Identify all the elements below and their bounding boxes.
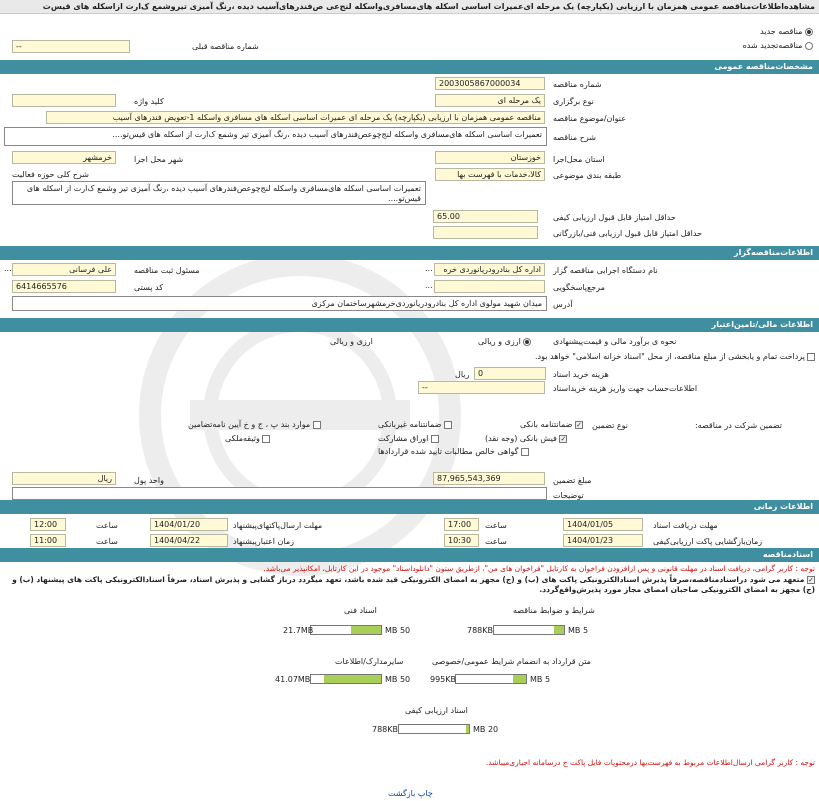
open-hour-label: ساعت <box>485 537 507 546</box>
responsible-field[interactable]: علی فرسانی <box>12 263 116 276</box>
category-label: طبقه بندی موضوعی <box>553 171 622 180</box>
doc-cost-label: هزینه خرید اسناد <box>553 370 609 379</box>
min-technical-field[interactable] <box>433 226 538 239</box>
guarantee-items-checkbox[interactable] <box>313 421 321 429</box>
file-size: 788KB <box>467 626 494 635</box>
guarantee-type-label: نوع تضمین <box>592 421 628 430</box>
zipcode-field[interactable]: 6414665576 <box>12 280 116 293</box>
type-label: نوع برگزاری <box>553 97 594 106</box>
file-size: 41.07MB <box>275 675 311 684</box>
renewed-tender-option[interactable] <box>743 41 813 51</box>
min-quality-field[interactable]: 65.00 <box>433 210 538 223</box>
currency-field[interactable]: ریال <box>12 472 116 485</box>
tender-no-label: شماره مناقصه <box>553 80 602 89</box>
guarantee-claims-option[interactable] <box>378 447 529 457</box>
guarantee-participation-label: تضمین شرکت در مناقصه: <box>695 421 783 430</box>
file-max: 50 MB <box>385 675 411 684</box>
guarantee-nonbank-checkbox[interactable] <box>444 421 452 429</box>
docs-note-1: توجه : کاربر گرامی، دریافت اسناد در مهلت قانونی و پس ازافزودن فراخوان به کارتابل "فراخوان های من"، ازطریق ستون "دانلوداسناد" موجود در این کارتابل، امکانپذیر می‌باشد. <box>263 564 815 573</box>
new-tender-option[interactable] <box>760 27 813 37</box>
description-label: شرح مناقصه <box>553 133 597 142</box>
file-max: 5 MB <box>568 626 589 635</box>
type-field[interactable]: یک مرحله ای <box>435 94 545 107</box>
guarantee-property-option[interactable] <box>225 434 270 444</box>
docs-commitment[interactable] <box>4 575 815 595</box>
page-title: مشاهده‌اطلاعات‌مناقصه عمومی همزمان با ارزیابی (یکپارچه) یک مرحله ای‌عمیرات اساسی اسکله های‌مسافری‌واسکله ‌لنج‌عی ص‌فندرهای‌آسیب دیده ،رنگ آمیزی تیروشمع ک‌ارت ازاسکله های قیس‌ت <box>42 2 815 11</box>
validity-time-label: ساعت <box>96 537 118 546</box>
file-name: سایرمدارک/اطلاعات <box>335 657 404 666</box>
address-label: آدرس <box>553 300 573 309</box>
guarantee-check-checkbox[interactable] <box>559 435 567 443</box>
docs-note-3: توجه : کاربر گرامی ارسال‌اطلاعات مربوط به فهرست‌بها درمحتویات فایل پاکت ج درسامانه اجباری‌میباشد. <box>485 758 815 767</box>
receive-time-field[interactable]: 17:00 <box>444 518 479 531</box>
zipcode-label: کد پستی <box>134 283 163 292</box>
province-label: استان محل‌اجرا <box>553 155 605 164</box>
treasury-label: پرداخت تمام و یابخشی از مبلغ مناقصه، از محل "اسناد خزانه اسلامی" خواهد بود. <box>535 352 805 361</box>
file-max: 20 MB <box>473 725 499 734</box>
estimate-rial-option[interactable] <box>478 337 531 347</box>
receive-deadline-label: مهلت دریافت اسناد <box>653 521 718 530</box>
file-size: 788KB <box>372 725 399 734</box>
guarantee-nonbank-option[interactable] <box>378 420 452 430</box>
file-progress-fill <box>466 725 469 733</box>
title-bar <box>0 0 819 14</box>
file-progress-fill <box>351 626 381 634</box>
province-field[interactable]: خوزستان <box>435 151 545 164</box>
file-progress-bar <box>493 625 565 635</box>
keyword-label: کلید واژه <box>134 97 164 106</box>
file-progress-bar <box>310 674 382 684</box>
file-progress-fill <box>513 675 526 683</box>
file-progress-bar <box>455 674 527 684</box>
file-progress-fill <box>554 626 565 634</box>
commitment-text: متعهد می شود دراسنادمناقصه،صرفاً پذیرش اسنادالکترونیکی پاکت های (ب) و (ج) مجهز به امضای الکترونیکی قید شده باشد، تعهد میگردد درباز گشایی و پذیرش اسناد، صرفاً اسنادالکترونیکی پاکت های پیشنهاد (ب) و (ج) مجهز به امضای الکترونیکی صاحبان امضای مجاز مورد پذیرش‌واقع‌گردد. <box>12 575 815 594</box>
file-progress-fill <box>324 675 381 683</box>
city-field[interactable]: خرمشهر <box>12 151 116 164</box>
category-field[interactable]: کالا،خدمات با فهرست بها <box>435 168 545 181</box>
guarantee-property-checkbox[interactable] <box>262 435 270 443</box>
doc-cost-field[interactable]: 0 <box>474 367 546 380</box>
receive-time-label: ساعت <box>485 521 507 530</box>
guarantee-check-label: فیش بانکی (وجه نقد) <box>485 434 557 443</box>
send-deadline-label: مهلت ارسال‌پاکتهای‌پیشنهاد <box>233 521 323 530</box>
guarantee-claims-checkbox[interactable] <box>521 448 529 456</box>
tender-no-field[interactable]: 2003005867000034 <box>435 77 545 90</box>
guarantee-bank-option[interactable] <box>520 420 583 430</box>
open-time-label: زمان‌بازگشایی پاکت ارزیابی‌کیفی <box>653 537 763 546</box>
notes-box <box>12 487 547 500</box>
file-name: متن قرارداد به انضمام شرایط عمومی/خصوصی <box>432 657 591 666</box>
times-section-header: اطلاعات زمانی <box>0 500 819 514</box>
renewed-tender-label: مناقصه‌تجدید شده <box>742 41 803 50</box>
validity-label: زمان اعتبارپیشنهاد <box>233 537 295 546</box>
guarantee-bank-label: ضمانتنامه بانکی <box>520 420 573 429</box>
file-name: اسناد فنی <box>344 606 377 615</box>
org-more-button[interactable]: ... <box>425 264 433 273</box>
guarantee-bonds-option[interactable] <box>378 434 439 444</box>
file-max: 5 MB <box>530 675 551 684</box>
org-label: نام دستگاه اجرایی مناقصه گزار <box>553 266 658 275</box>
file-progress-bar <box>398 724 470 734</box>
estimate-rial-radio[interactable] <box>523 338 531 346</box>
prev-no-label: شماره مناقصه قبلی <box>192 42 259 51</box>
docs-section-header: اسنادمناقصه <box>0 548 819 562</box>
file-name: اسناد ارزیابی کیفی <box>405 706 468 715</box>
general-section-header: مشخصات‌مناقصه عمومی <box>0 60 819 74</box>
reference-field[interactable] <box>434 280 545 293</box>
prev-no-field[interactable]: -- <box>12 40 130 53</box>
open-date-field[interactable]: 1404/01/23 <box>563 534 643 547</box>
keyword-field[interactable] <box>12 94 116 107</box>
title-field[interactable]: مناقصه عمومی همزمان با ارزیابی (یکپارچه) یک مرحله ای عمیرات اساسی اسکله های مسافری واسکله 1-تعویض فندرهای آسیب <box>46 111 545 124</box>
reference-label: مرجع‌پاسخگویی <box>553 283 605 292</box>
min-quality-label: حداقل امتیاز قابل قبول ارزیابی کیفی <box>553 213 676 222</box>
send-time-field[interactable]: 12:00 <box>30 518 66 531</box>
min-technical-label: حداقل امتیاز قابل قبول ارزیابی فنی/بازرگانی <box>553 229 702 238</box>
estimate-rial-label: ارزی و ریالی <box>478 337 521 346</box>
receive-deadline-field[interactable]: 1404/01/05 <box>563 518 643 531</box>
account-field[interactable]: -- <box>418 381 545 394</box>
estimate-label: نحوه ی برآورد مالی و قیمت‌پیشنهادی <box>553 337 677 346</box>
guarantee-bank-checkbox[interactable] <box>575 421 583 429</box>
print-back-link[interactable]: چاپ بازگشت <box>388 789 433 798</box>
reference-more-button[interactable]: ... <box>425 281 433 290</box>
validity-field[interactable]: 1404/04/22 <box>150 534 228 547</box>
renewed-tender-radio[interactable] <box>805 42 813 50</box>
org-field[interactable]: اداره کل بنادرودریانوردی خره <box>434 263 545 276</box>
validity-time-field[interactable]: 11:00 <box>30 534 66 547</box>
new-tender-radio[interactable] <box>805 28 813 36</box>
guarantee-amount-label: مبلغ تضمین <box>553 476 592 485</box>
new-tender-label: مناقصه جدید <box>760 27 803 36</box>
guarantee-claims-label: گواهی خالص مطالبات تایید شده قراردادها <box>378 447 519 456</box>
responsible-more-button[interactable]: ... <box>4 264 12 273</box>
file-size: 995KB <box>430 675 457 684</box>
treasury-option[interactable] <box>535 352 815 362</box>
file-size: 21.7MB <box>283 626 314 635</box>
guarantee-items-label: موارد بند پ ، ج و خ آیین نامه‌تضامین <box>188 420 311 429</box>
title-label: عنوان/موضوع مناقصه <box>553 114 626 123</box>
holder-section-header: اطلاعات‌مناقصه‌گزار <box>0 246 819 260</box>
doc-cost-unit: ریال <box>455 370 470 379</box>
guarantee-nonbank-label: ضمانتنامه غیربانکی <box>378 420 442 429</box>
description-box: تعمیرات اساسی اسکله های‌مسافری واسکله لنج‌چوعص‌فندرهای آسیب دیده ،رنگ آمیزی تیر وشمع ک‌ارت از اسکله های قیس‌تو.... <box>4 127 547 146</box>
account-label: اطلاعات‌حساب جهت واریز هزینه خریداسناد <box>553 384 698 393</box>
send-time-label: ساعت <box>96 521 118 530</box>
guarantee-amount-field[interactable]: 87,965,543,369 <box>433 472 545 485</box>
file-max: 50 MB <box>385 626 411 635</box>
notes-label: توضیحات <box>553 491 584 500</box>
guarantee-property-label: وثیقه‌ملکی <box>225 434 260 443</box>
open-hour-field[interactable]: 10:30 <box>444 534 479 547</box>
treasury-checkbox[interactable] <box>807 353 815 361</box>
scope-label: شرح کلی حوزه فعالیت <box>12 170 89 179</box>
city-label: شهر محل اجرا <box>134 155 184 164</box>
guarantee-items-option[interactable] <box>188 420 321 430</box>
guarantee-bonds-checkbox[interactable] <box>431 435 439 443</box>
guarantee-bonds-label: اوراق مشارکت <box>378 434 429 443</box>
scope-box: تعمیرات اساسی اسکله های‌مسافری واسکله لنج‌چوعص‌فندرهای آسیب دیده ،رنگ آمیزی تیر وشمع ک‌ارت از اسکله های قیس‌تو.... <box>12 181 426 205</box>
file-progress-bar <box>310 625 382 635</box>
commitment-checkbox[interactable] <box>807 576 815 584</box>
responsible-label: مسئول ثبت مناقصه <box>134 266 200 275</box>
send-deadline-field[interactable]: 1404/01/20 <box>150 518 228 531</box>
file-name: شرایط و ضوابط مناقصه <box>513 606 595 615</box>
guarantee-check-option[interactable] <box>485 434 567 444</box>
finance-section-header: اطلاعات مالی/تامین‌اعتبار <box>0 318 819 332</box>
estimate-rial-option-2: ارزی و ریالی <box>330 337 373 346</box>
currency-label: واحد پول <box>134 476 164 485</box>
address-box: میدان شهید مولوی اداره کل بنادرودریانوردی‌خرمشهرساختمان مرکزی <box>12 296 547 311</box>
